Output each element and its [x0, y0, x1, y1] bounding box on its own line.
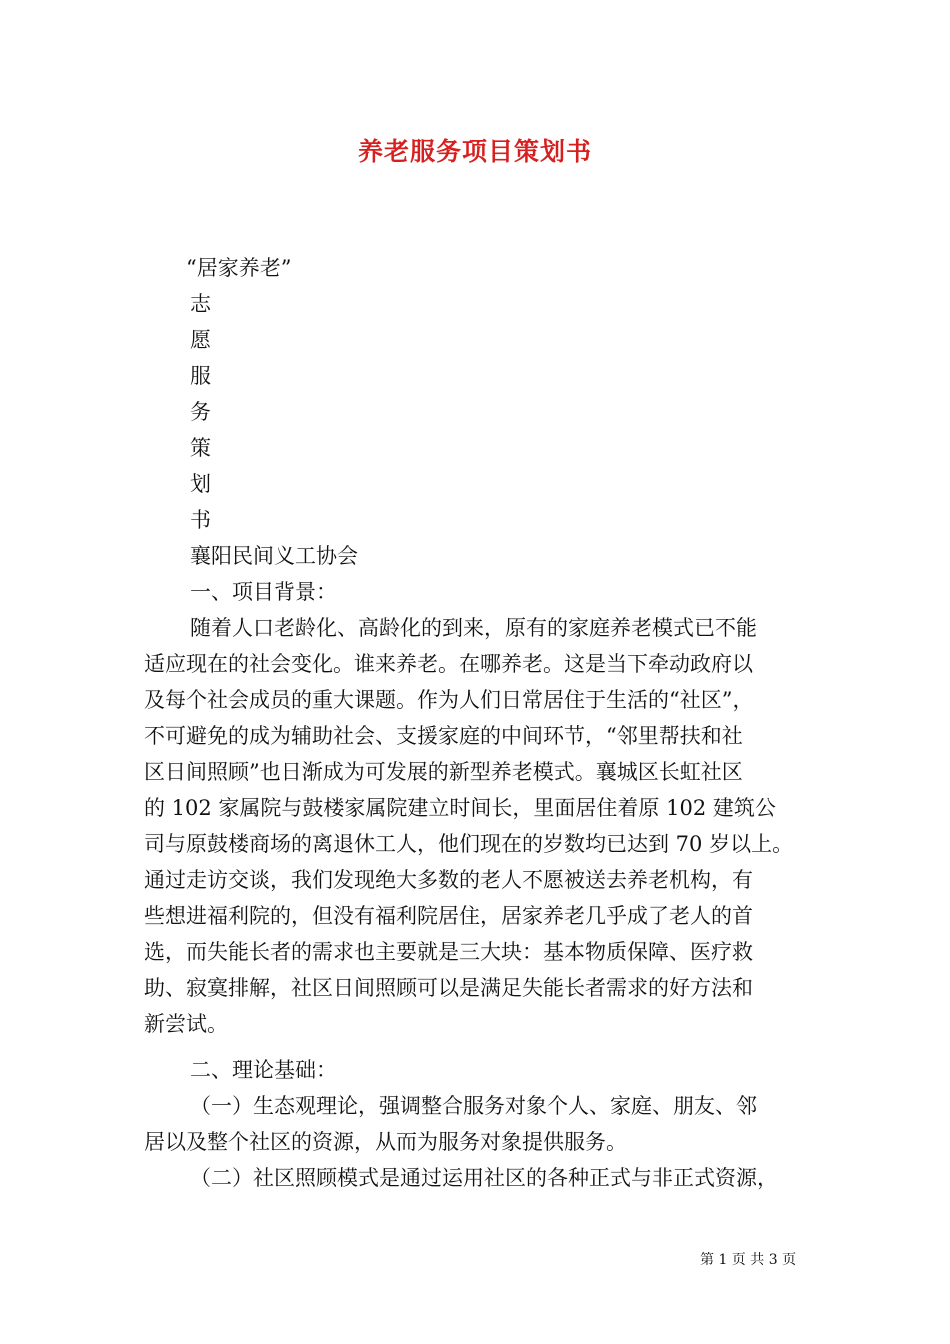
paragraph-line: （二）社区照顾模式是通过运用社区的各种正式与非正式资源， [190, 1166, 778, 1190]
paragraph-line: 区日间照顾”也日渐成为可发展的新型养老模式。襄城区长虹社区 [144, 760, 743, 784]
theory-item-1 [144, 1088, 812, 1160]
section-heading-theory: 二、理论基础： [190, 1058, 337, 1082]
background-paragraph [144, 610, 812, 1042]
paragraph-line: 的 102 家属院与鼓楼家属院建立时间长，里面居住着原 102 建筑公 [144, 796, 776, 820]
cover-vertical-char: 服 [190, 364, 211, 388]
page-number: 第 1 页 共 3 页 [700, 1252, 797, 1268]
document-title: 养老服务项目策划书 [357, 137, 592, 166]
theory-item-2 [144, 1160, 812, 1196]
cover-vertical-char: 志 [190, 292, 211, 316]
paragraph-line: 选，而失能长者的需求也主要就是三大块：基本物质保障、医疗救 [144, 940, 753, 964]
organization-name: 襄阳民间义工协会 [190, 544, 358, 568]
cover-vertical-char: 愿 [190, 328, 211, 352]
paragraph-line: 及每个社会成员的重大课题。作为人们日常居住于生活的“社区”， [144, 688, 754, 712]
paragraph-line: 不可避免的成为辅助社会、支援家庭的中间环节，“邻里帮扶和社 [144, 724, 743, 748]
paragraph-line: 通过走访交谈，我们发现绝大多数的老人不愿被送去养老机构，有 [144, 868, 753, 892]
paragraph-line: 新尝试。 [144, 1012, 228, 1036]
cover-vertical-char: 务 [190, 400, 211, 424]
cover-subtitle: “居家养老” [186, 256, 292, 280]
paragraph-line: 助、寂寞排解，社区日间照顾可以是满足失能长者需求的好方法和 [144, 976, 753, 1000]
paragraph-line: 适应现在的社会变化。谁来养老。在哪养老。这是当下牵动政府以 [144, 652, 753, 676]
paragraph-line: 些想进福利院的，但没有福利院居住，居家养老几乎成了老人的首 [144, 904, 753, 928]
cover-vertical-char: 策 [190, 436, 211, 460]
cover-vertical-char: 书 [190, 508, 211, 532]
section-heading-background: 一、项目背景： [190, 580, 337, 604]
cover-vertical-char: 划 [190, 472, 211, 496]
paragraph-line: 随着人口老龄化、高龄化的到来，原有的家庭养老模式已不能 [190, 616, 757, 640]
paragraph-line: 居以及整个社区的资源，从而为服务对象提供服务。 [144, 1130, 627, 1154]
paragraph-line: （一）生态观理论，强调整合服务对象个人、家庭、朋友、邻 [190, 1094, 757, 1118]
paragraph-line: 司与原鼓楼商场的离退休工人，他们现在的岁数均已达到 70 岁以上。 [144, 832, 794, 856]
